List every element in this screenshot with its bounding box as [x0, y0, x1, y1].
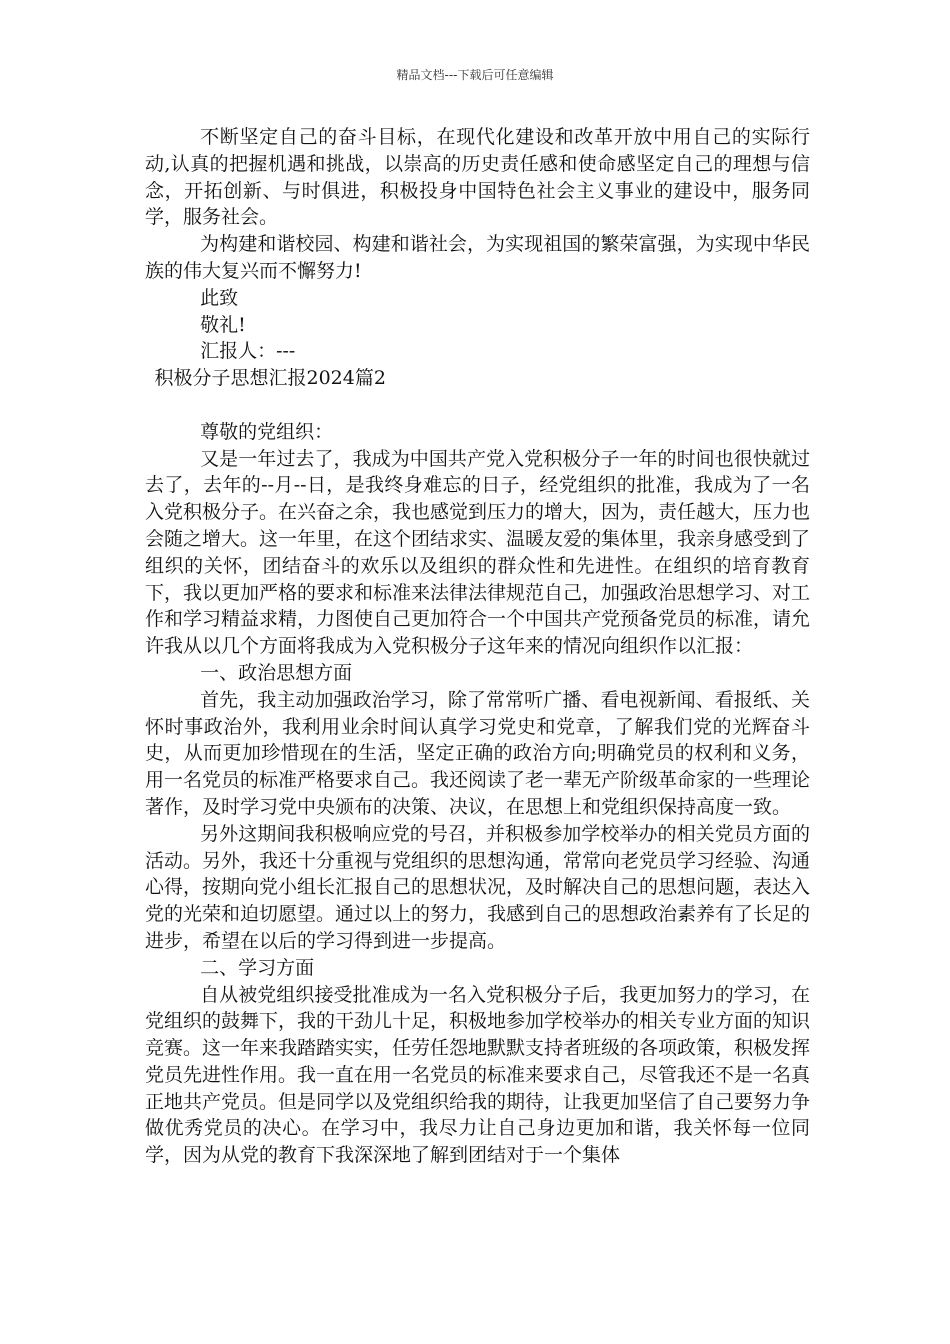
subheading-study: 二、学习方面 — [200, 956, 315, 979]
paragraph: 不断坚定自己的奋斗目标，在现代化建设和改革开放中用自己的实际行动,认真的把握机遇和挑战，以崇高的历史责任感和使命感坚定自己的理想与信念，开拓创新、与时俱进，积极投身中国特色社会主义事业的建设中，服务同学，服务社会。 — [145, 126, 810, 229]
section-title: 积极分子思想汇报2024篇2 — [154, 367, 386, 390]
paragraph: 另外这期间我积极响应党的号召，并积极参加学校举办的相关党员方面的活动。另外，我还十分重视与党组织的思想沟通，常常向老党员学习经验、沟通心得，按期向党小组长汇报自己的思想状况，及时解决自己的思想问题，表达入党的光荣和迫切愿望。通过以上的努力，我感到自己的思想政治素养有了长足的进步，希望在以后的学习得到进一步提高。 — [145, 822, 811, 952]
closing-line-2: 敬礼! — [200, 313, 246, 336]
closing-line-1: 此致 — [200, 286, 239, 309]
subheading-political: 一、政治思想方面 — [200, 661, 353, 684]
signature-line: 汇报人：--- — [200, 340, 296, 363]
paragraph: 又是一年过去了，我成为中国共产党入党积极分子一年的时间也很快就过去了，去年的--月--日，是我终身难忘的日子，经党组织的批准，我成为了一名入党积极分子。在兴奋之余，我也感觉到压力的增大，因为，责任越大，压力也会随之增大。这一年里，在这个团结求实、温暖友爱的集体里，我亲身感受到了组织的关怀，团结奋斗的欢乐以及组织的群众性和先进性。在组织的培育教育下，我以更加严格的要求和标准来法律法律规范自己，加强政治思想学习、对工作和学习精益求精，力图使自己更加符合一个中国共产党预备党员的标准，请允许我从以几个方面将我成为入党积极分子这年来的情况向组织作以汇报： — [145, 447, 811, 658]
paragraph: 为构建和谐校园、构建和谐社会，为实现祖国的繁荣富强，为实现中华民族的伟大复兴而不懈努力! — [145, 233, 810, 282]
paragraph: 首先，我主动加强政治学习，除了常常听广播、看电视新闻、看报纸、关怀时事政治外，我利用业余时间认真学习党史和党章，了解我们党的光辉奋斗史，从而更加珍惜现在的生活，坚定正确的政治方向;明确党员的权利和义务，用一名党员的标准严格要求自己。我还阅读了老一辈无产阶级革命家的一些理论著作，及时学习党中央颁布的决策、决议，在思想上和党组织保持高度一致。 — [145, 688, 811, 818]
paragraph: 自从被党组织接受批准成为一名入党积极分子后，我更加努力的学习，在党组织的鼓舞下，我的干劲儿十足，积极地参加学校举办的相关专业方面的知识竞赛。这一年来我踏踏实实，任劳任怨地默默支持者班级的各项政策，积极发挥党员先进性作用。我一直在用一名党员的标准来要求自己，尽管我还不是一名真正地共产党员。但是同学以及党组织给我的期待，让我更加坚信了自己要努力争做优秀党员的决心。在学习中，我尽力让自己身边更加和谐，我关怀每一位同学，因为从党的教育下我深深地了解到团结对于一个集体 — [145, 983, 811, 1167]
document-body — [145, 124, 810, 1169]
page-header: 精品文档---下载后可任意编辑 — [396, 68, 554, 82]
spacer — [145, 392, 810, 419]
salutation: 尊敬的党组织： — [200, 420, 334, 443]
